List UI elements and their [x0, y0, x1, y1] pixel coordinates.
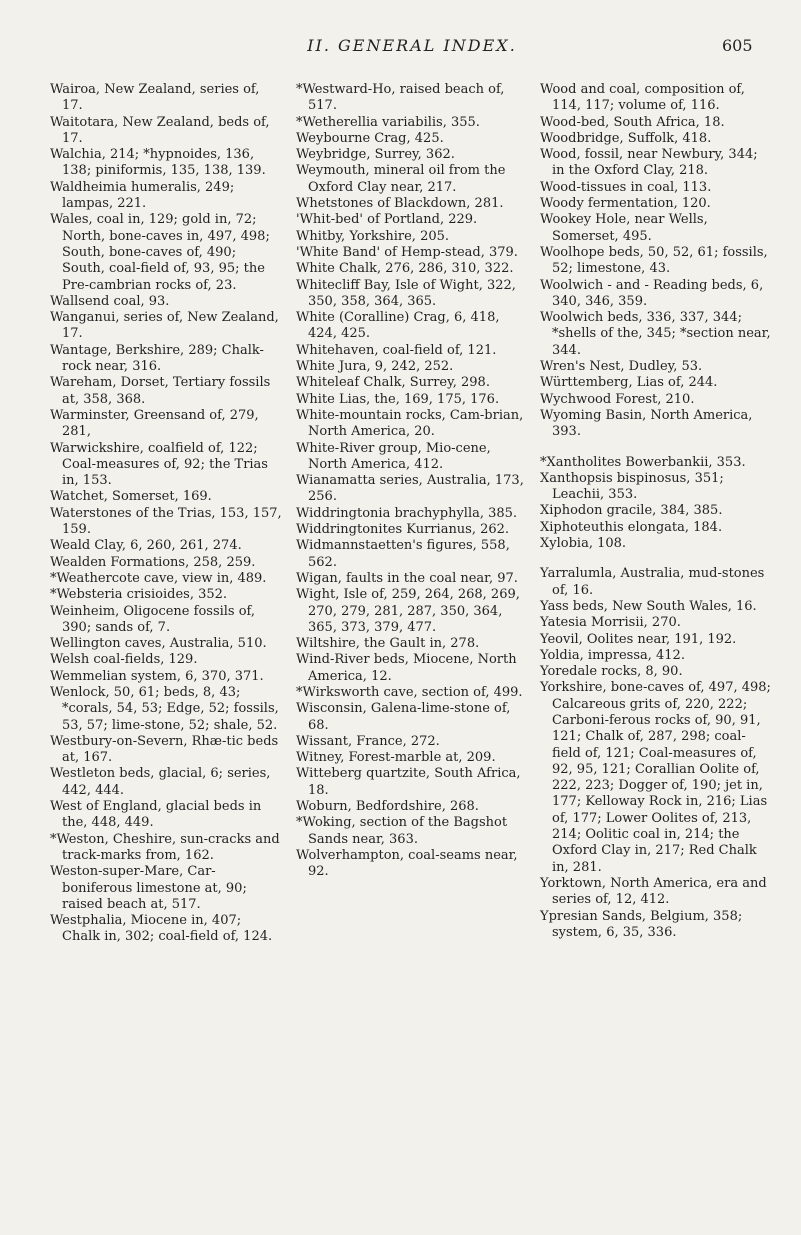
index-entry: Yorktown, North America, era and series of, 12, 412. [540, 875, 767, 908]
index-entry: Wychwood Forest, 210. [540, 391, 695, 407]
index-entry: Westbury-on-Severn, Rhæ-tic beds at, 167. [50, 733, 279, 766]
index-entry: Weybourne Crag, 425. [296, 130, 444, 146]
index-entry: Wiltshire, the Gault in, 278. [296, 636, 480, 652]
index-entry: Weinheim, Oligocene fossils of, 390; sands of, 7. [50, 603, 256, 635]
index-entry: Yoldia, impressa, 412. [540, 647, 685, 663]
index-entry: White-River group, Mio-cene, North America, 412. [296, 440, 491, 472]
index-entry: Waldheimia humeralis, 249; lampas, 221. [50, 179, 235, 212]
index-entry: Wookey Hole, near Wells, Somerset, 495. [540, 212, 708, 244]
index-entry: Wind-River beds, Miocene, North America, 12. [296, 652, 517, 684]
index-entry: Wales, coal in, 129; gold in, 72; North, bone-caves in, 497, 498; South, bone-caves of, 490; South, coal-field of, 93, 95; the Pre-cambrian rocks of, 23. [50, 212, 270, 293]
index-entry: Wairoa, New Zealand, series of, 17. [50, 82, 260, 114]
index-entry: Wanganui, series of, New Zealand, 17. [50, 310, 279, 342]
index-entry: Yeovil, Oolites near, 191, 192. [540, 631, 737, 647]
index-entry: West of England, glacial beds in the, 448, 449. [50, 799, 262, 831]
index-entry: Warminster, Greensand of, 279, 281, [50, 407, 259, 440]
index-entry: 'Whit-bed' of Portland, 229. [296, 212, 478, 228]
index-entry: Whiteleaf Chalk, Surrey, 298. [296, 375, 490, 391]
index-entry: Xanthopsis bispinosus, 351; Leachii, 353. [540, 470, 724, 503]
index-entry: White (Coralline) Crag, 6, 418, 424, 425. [296, 310, 500, 342]
index-entry: Widdringtonia brachyphylla, 385. [296, 505, 518, 521]
index-entry: Walchia, 214; *hypnoides, 136, 138; piniformis, 135, 138, 139. [50, 147, 266, 179]
running-title: II. GENERAL INDEX. [307, 36, 517, 55]
index-entry: Witney, Forest-marble at, 209. [296, 750, 496, 766]
index-entry: Wianamatta series, Australia, 173, 256. [296, 473, 524, 505]
index-entry: Wallsend coal, 93. [50, 293, 170, 309]
index-entry: Yatesia Morrisii, 270. [540, 615, 681, 631]
index-column-3 [540, 82, 772, 941]
index-entry: Whitehaven, coal-field of, 121. [296, 342, 497, 358]
index-entry: Wantage, Berkshire, 289; Chalk-rock near, 316. [50, 342, 264, 375]
index-entry: Woburn, Bedfordshire, 268. [296, 799, 479, 815]
index-entry: Wareham, Dorset, Tertiary fossils at, 358, 368. [50, 375, 271, 407]
index-entry: *Xantholites Bowerbankii, 353. [540, 454, 746, 470]
index-entry: Westphalia, Miocene in, 407; Chalk in, 302; coal-field of, 124. [50, 913, 273, 945]
index-entry: *Weston, Cheshire, sun-cracks and track-marks from, 162. [50, 831, 280, 863]
index-entry: Welsh coal-fields, 129. [50, 652, 198, 668]
index-entry: Warwickshire, coalfield of, 122; Coal-measures of, 92; the Trias in, 153. [50, 440, 268, 489]
index-entry: Witteberg quartzite, South Africa, 18. [296, 766, 521, 798]
index-entry: Westleton beds, glacial, 6; series, 442, 444. [50, 766, 271, 798]
index-entry: Wood, fossil, near Newbury, 344; in the Oxford Clay, 218. [540, 147, 758, 179]
index-entry: *Woking, section of the Bagshot Sands near, 363. [296, 815, 508, 847]
index-entry: Waterstones of the Trias, 153, 157, 159. [50, 505, 282, 538]
index-entry: Wellington caves, Australia, 510. [50, 636, 267, 652]
index-entry: Wren's Nest, Dudley, 53. [540, 359, 703, 375]
index-entry: Woolhope beds, 50, 52, 61; fossils, 52; limestone, 43. [540, 244, 768, 277]
index-entry: Whitby, Yorkshire, 205. [296, 228, 450, 244]
index-entry: Wemmelian system, 6, 370, 371. [50, 668, 264, 684]
index-entry: Widmannstaetten's figures, 558, 562. [296, 538, 510, 570]
index-entry: Ypresian Sands, Belgium, 358; system, 6, 35, 336. [540, 908, 743, 940]
index-column-2 [296, 82, 528, 881]
index-entry: Wood and coal, composition of, 114, 117; volume of, 116. [540, 82, 745, 114]
index-entry: Wood-bed, South Africa, 18. [540, 114, 725, 130]
index-entry: Württemberg, Lias of, 244. [540, 375, 718, 391]
page-header [0, 36, 801, 66]
index-entry: 'White Band' of Hemp-stead, 379. [296, 244, 518, 260]
index-entry: *Westward-Ho, raised beach of, 517. [296, 82, 505, 114]
index-entry: Yass beds, New South Wales, 16. [540, 598, 757, 614]
index-entry: Yoredale rocks, 8, 90. [540, 664, 683, 680]
index-entry: Wood-tissues in coal, 113. [540, 179, 712, 195]
index-column-1 [50, 82, 282, 946]
index-entry: Weybridge, Surrey, 362. [296, 147, 455, 163]
index-entry: Whetstones of Blackdown, 281. [296, 196, 504, 212]
index-entry: *Websteria crisioides, 352. [50, 587, 228, 603]
index-entry: Woodbridge, Suffolk, 418. [540, 130, 712, 146]
index-entry: Woody fermentation, 120. [540, 196, 711, 212]
index-entry: Wolverhampton, coal-seams near, 92. [296, 847, 518, 880]
index-entry: Xylobia, 108. [540, 536, 627, 552]
index-entry: Woolwich - and - Reading beds, 6, 340, 346, 359. [540, 277, 764, 309]
index-entry: Xiphodon gracile, 384, 385. [540, 503, 723, 519]
index-entry: Weston-super-Mare, Car-boniferous limestone at, 90; raised beach at, 517. [50, 864, 247, 912]
index-entry: *Weathercote cave, view in, 489. [50, 570, 267, 586]
index-entry: Xiphoteuthis elongata, 184. [540, 519, 723, 535]
index-entry: Whitecliff Bay, Isle of Wight, 322, 350, 358, 364, 365. [296, 277, 516, 309]
index-entry: Weald Clay, 6, 260, 261, 274. [50, 538, 242, 554]
index-entry: Wyoming Basin, North America, 393. [540, 407, 753, 440]
index-entry: Yarralumla, Australia, mud-stones of, 16. [540, 566, 765, 598]
index-entry: Wealden Formations, 258, 259. [50, 554, 256, 570]
index-entry: White-mountain rocks, Cam-brian, North America, 20. [296, 407, 524, 440]
index-entry: Widdringtonites Kurrianus, 262. [296, 522, 510, 538]
index-entry: Wight, Isle of, 259, 264, 268, 269, 270, 279, 281, 287, 350, 364, 365, 373, 379, 477. [296, 587, 520, 635]
index-entry: Watchet, Somerset, 169. [50, 489, 212, 505]
index-entry: Wisconsin, Galena-lime-stone of, 68. [296, 701, 511, 733]
index-entry: Weymouth, mineral oil from the Oxford Clay near, 217. [296, 163, 506, 195]
index-entry: Yorkshire, bone-caves of, 497, 498; Calcareous grits of, 220, 222; Carboni-ferous rocks of, 90, 91, 121; Chalk of, 287, 298; coal-field of, 121; Coal-measures of, 92, 95, 121; Corallian Oolite of, 222, 223; Dogger of, 190; jet in, 177; Kelloway Rock in, 216; Lias of, 177; Lower Oolites of, 213, 214; Oolitic coal in, 214; the Oxford Clay in, 217; Red Chalk in, 281. [540, 680, 771, 875]
index-entry: *Wetherellia variabilis, 355. [296, 114, 480, 130]
index-entry: *Wirksworth cave, section of, 499. [296, 684, 523, 700]
index-entry: Wenlock, 50, 61; beds, 8, 43; *corals, 54, 53; Edge, 52; fossils, 53, 57; lime-stone, 52; shale, 52. [50, 684, 279, 733]
index-entry: White Lias, the, 169, 175, 176. [296, 391, 500, 407]
page-number: 605 [722, 36, 753, 55]
index-entry: Wigan, faults in the coal near, 97. [296, 570, 518, 586]
index-entry: Waitotara, New Zealand, beds of, 17. [50, 114, 270, 146]
index-entry: White Jura, 9, 242, 252. [296, 359, 454, 375]
index-entry: Wissant, France, 272. [296, 733, 440, 749]
index-entry: Woolwich beds, 336, 337, 344; *shells of the, 345; *section near, 344. [540, 310, 771, 358]
index-entry: White Chalk, 276, 286, 310, 322. [296, 261, 514, 277]
